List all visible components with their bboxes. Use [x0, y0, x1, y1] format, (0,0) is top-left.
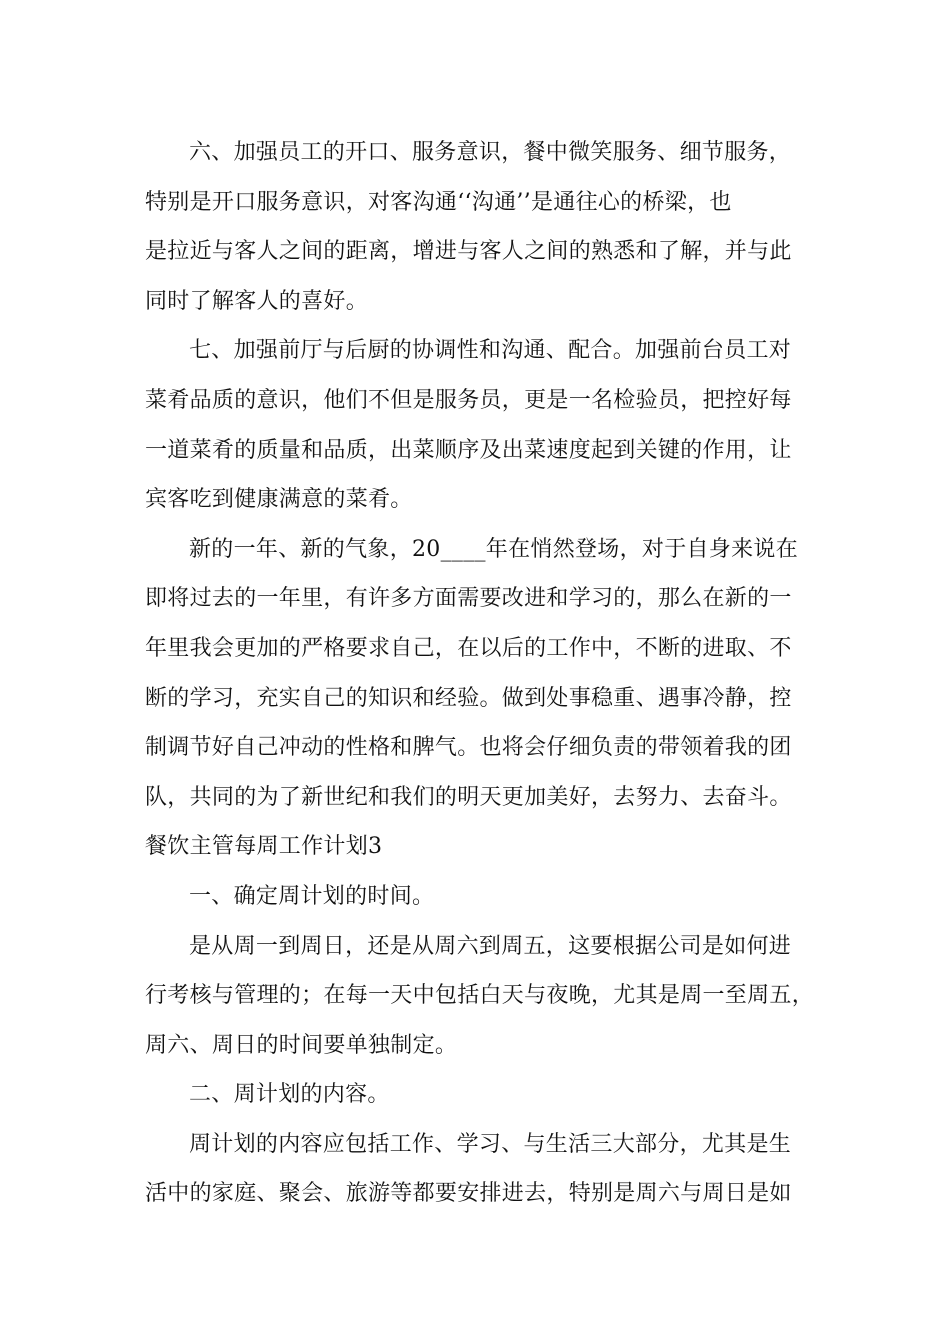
- point-1-heading: 一、确定周计划的时间。: [189, 883, 435, 909]
- point-1-paragraph-line-1: 是从周一到周日，还是从周六到周五，这要根据公司是如何进: [189, 933, 792, 959]
- point-2-paragraph-line-1: 周计划的内容应包括工作、学习、与生活三大部分，尤其是生: [189, 1131, 792, 1157]
- paragraph-7-line-2: 菜肴品质的意识，他们不但是服务员，更是一名检验员，把控好每: [145, 387, 792, 413]
- point-2-paragraph-line-2: 活中的家庭、聚会、旅游等都要安排进去，特别是周六与周日是如: [145, 1181, 792, 1207]
- new-year-paragraph-line-5: 制调节好自己冲动的性格和脾气。也将会仔细负责的带领着我的团: [145, 735, 792, 761]
- paragraph-6-line-2: 特别是开口服务意识，对客沟通‘‘沟通’’是通往心的桥梁，也: [145, 189, 732, 215]
- paragraph-6-line-1: 六、加强员工的开口、服务意识，餐中微笑服务、细节服务，: [189, 140, 792, 165]
- paragraph-7-line-4: 宾客吃到健康满意的菜肴。: [145, 487, 413, 513]
- paragraph-7-line-1: 七、加强前厅与后厨的协调性和沟通、配合。加强前台员工对: [189, 338, 792, 364]
- new-year-paragraph-line-1: 新的一年、新的气象，20____年在悄然登场，对于自身来说在: [189, 536, 798, 562]
- paragraph-7-line-3: 一道菜肴的质量和品质，出菜顺序及出菜速度起到关键的作用，让: [145, 437, 792, 463]
- new-year-paragraph-line-6: 队，共同的为了新世纪和我们的明天更加美好，去努力、去奋斗。: [145, 784, 792, 810]
- point-1-paragraph-line-3: 周六、周日的时间要单独制定。: [145, 1032, 458, 1058]
- new-year-paragraph-line-2: 即将过去的一年里，有许多方面需要改进和学习的，那么在新的一: [145, 586, 792, 612]
- point-2-heading: 二、周计划的内容。: [189, 1082, 390, 1108]
- new-year-paragraph-line-4: 断的学习，充实自己的知识和经验。做到处事稳重、遇事冷静，控: [145, 685, 792, 711]
- section-heading: 餐饮主管每周工作计划3: [145, 834, 383, 860]
- paragraph-6-line-3: 是拉近与客人之间的距离，增进与客人之间的熟悉和了解，并与此: [145, 239, 792, 265]
- new-year-paragraph-line-3: 年里我会更加的严格要求自己，在以后的工作中，不断的进取、不: [145, 635, 792, 661]
- paragraph-6-line-4: 同时了解客人的喜好。: [145, 288, 369, 314]
- document-body: [145, 128, 825, 1219]
- point-1-paragraph-line-2: 行考核与管理的；在每一天中包括白天与夜晚，尤其是周一至周五，: [145, 983, 815, 1009]
